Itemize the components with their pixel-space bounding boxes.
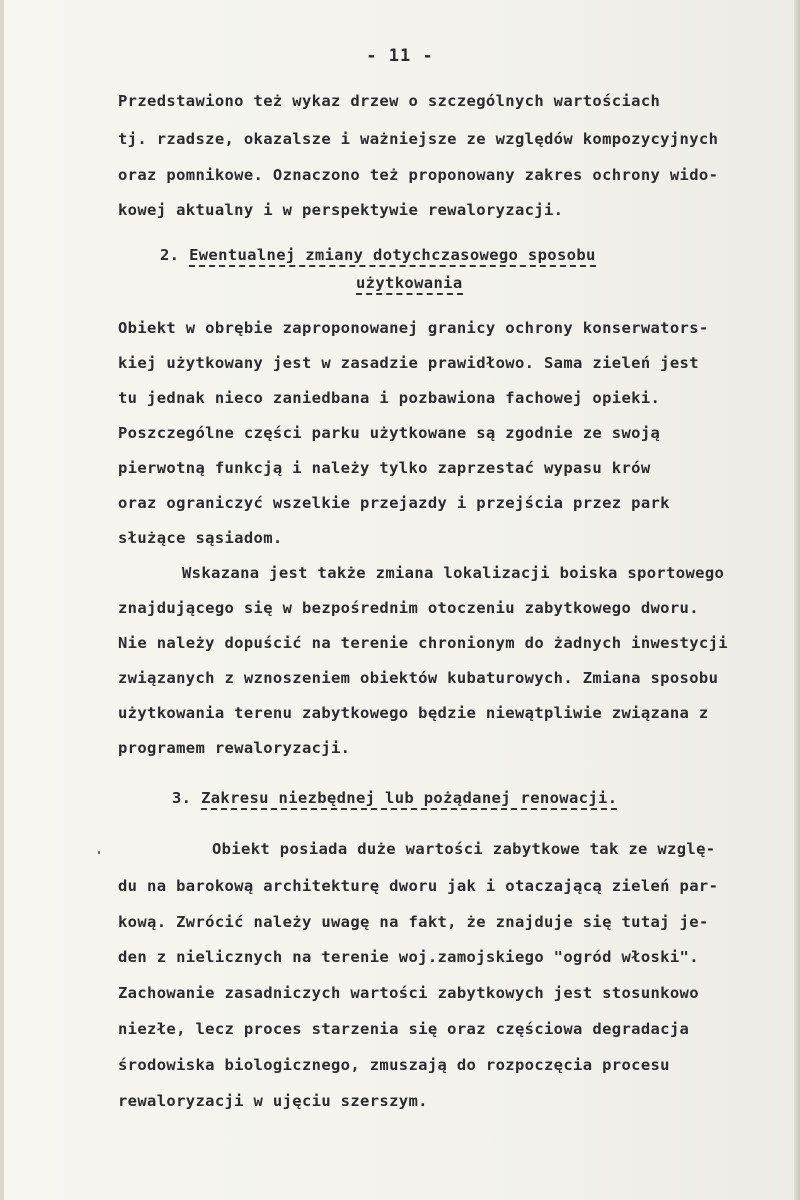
- text-line: pierwotną funkcją i należy tylko zaprzestać wypasu krów: [118, 459, 651, 477]
- text-line: użytkowania terenu zabytkowego będzie niewątpliwie związana z: [118, 704, 709, 722]
- text-line: rewaloryzacji w ujęciu szerszym.: [118, 1092, 428, 1110]
- section-heading-3: [172, 789, 617, 807]
- text-line: den z nielicznych na terenie woj.zamojskiego "ogród włoski".: [118, 948, 699, 966]
- text-line: du na barokową architekturę dworu jak i otaczającą zieleń par-: [118, 877, 719, 895]
- margin-mark: [98, 851, 100, 854]
- text-line: oraz pomnikowe. Oznaczono też proponowany zakres ochrony wido-: [118, 166, 719, 184]
- text-line: tu jednak nieco zaniedbana i pozbawiona fachowej opieki.: [118, 389, 661, 407]
- section-heading-2-cont: [356, 274, 463, 292]
- page-number: - 11 -: [366, 46, 434, 66]
- text-line: niezłe, lecz proces starzenia się oraz częściowa degradacja: [118, 1020, 690, 1038]
- text-line: służące sąsiadom.: [118, 529, 283, 547]
- text-line: Wskazana jest także zmiana lokalizacji boiska sportowego: [182, 564, 725, 582]
- text-line: znajdującego się w bezpośrednim otoczeniu zabytkowego dworu.: [118, 599, 699, 617]
- text-line: Obiekt w obrębie zaproponowanej granicy ochrony konserwators-: [118, 319, 709, 337]
- text-line: kiej użytkowany jest w zasadzie prawidłowo. Sama zieleń jest: [118, 354, 699, 372]
- section-title: Ewentualnej zmiany dotychczasowego sposobu: [189, 246, 596, 267]
- text-line: programem rewaloryzacji.: [118, 739, 351, 757]
- section-title: Zakresu niezbędnej lub pożądanej renowacji.: [201, 789, 617, 810]
- text-line: Nie należy dopuścić na terenie chronionym do żadnych inwestycji: [118, 634, 728, 652]
- text-line: tj. rzadsze, okazalsze i ważniejsze ze względów kompozycyjnych: [118, 130, 719, 148]
- paper-edge-right: [794, 0, 800, 1200]
- text-line: oraz ograniczyć wszelkie przejazdy i przejścia przez park: [118, 494, 670, 512]
- text-line: Przedstawiono też wykaz drzew o szczególnych wartościach: [118, 92, 661, 110]
- section-title: użytkowania: [356, 274, 463, 295]
- text-line: środowiska biologicznego, zmuszają do rozpoczęcia procesu: [118, 1056, 670, 1074]
- section-number: 3.: [172, 789, 192, 807]
- text-line: kową. Zwrócić należy uwagę na fakt, że znajduje się tutaj je-: [118, 913, 709, 931]
- paper-edge-left: [0, 0, 4, 1200]
- section-number: 2.: [160, 246, 180, 264]
- section-heading-2: [160, 246, 596, 264]
- text-line: związanych z wznoszeniem obiektów kubaturowych. Zmiana sposobu: [118, 669, 719, 687]
- text-line: Poszczególne części parku użytkowane są zgodnie ze swoją: [118, 424, 661, 442]
- text-line: kowej aktualny i w perspektywie rewaloryzacji.: [118, 201, 564, 219]
- text-line: Zachowanie zasadniczych wartości zabytkowych jest stosunkowo: [118, 984, 699, 1002]
- text-line: Obiekt posiada duże wartości zabytkowe tak ze wzglę-: [212, 840, 716, 858]
